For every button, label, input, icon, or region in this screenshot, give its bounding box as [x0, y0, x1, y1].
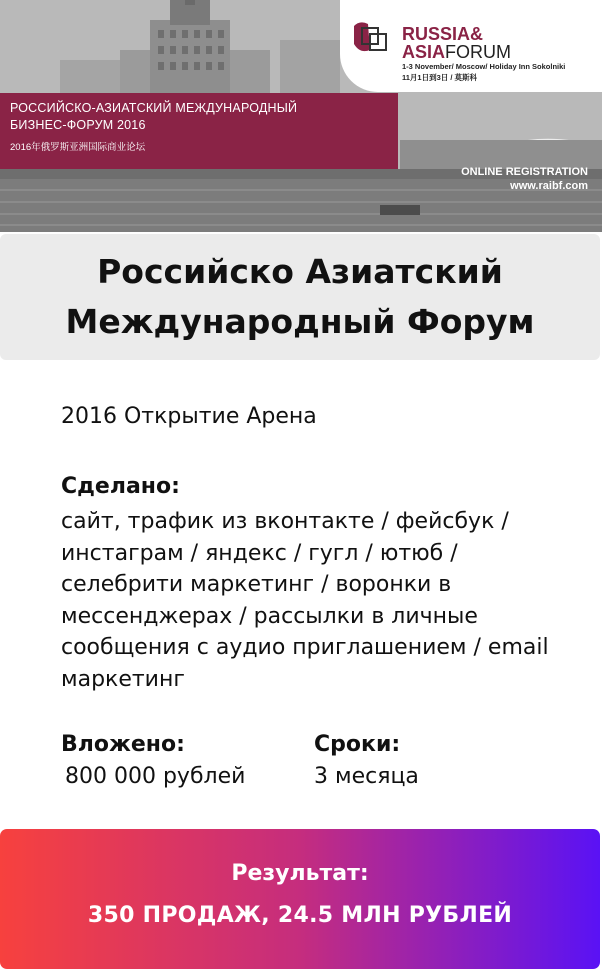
- event-banner-image: [0, 0, 602, 232]
- done-description: сайт, трафик из вконтакте / фейсбук / инстаграм / яндекс / гугл / ютюб / селебрити маркетинг / воронки в мессенджерах / рассылки в личные сообщения с аудио приглашением / email маркетинг: [61, 509, 549, 692]
- page-title-line1: Российско Азиатский: [97, 252, 503, 291]
- logo-dates-chinese: 11月1日到3日 / 莫斯科: [402, 73, 478, 82]
- page-title-line2: Международный Форум: [65, 302, 535, 341]
- logo-word-forum: FORUM: [445, 42, 512, 62]
- online-registration-url: www.raibf.com: [510, 180, 588, 192]
- banner-title-chinese: 2016年俄罗斯亚洲国际商业论坛: [10, 142, 146, 153]
- forum-logo-icon: [352, 20, 392, 56]
- result-label: Результат:: [231, 861, 369, 886]
- year-venue-text: 2016 Открытие Арена: [61, 404, 317, 429]
- banner-title-plate: [0, 93, 398, 169]
- done-label: Сделано:: [61, 474, 180, 499]
- online-registration-label: ONLINE REGISTRATION: [461, 166, 588, 178]
- banner-title-line1: РОССИЙСКО-АЗИАТСКИЙ МЕЖДУНАРОДНЫЙ: [10, 101, 298, 115]
- invested-label: Вложено:: [61, 732, 185, 757]
- logo-dates: 1-3 November/ Moscow/ Holiday Inn Sokolniki: [402, 62, 566, 71]
- logo-word-russia: RUSSIA&: [402, 24, 484, 44]
- banner-title-line2: БИЗНЕС-ФОРУМ 2016: [10, 118, 146, 132]
- page-title-card: [0, 234, 600, 360]
- result-value: 350 ПРОДАЖ, 24.5 МЛН РУБЛЕЙ: [87, 903, 513, 928]
- term-label: Сроки:: [314, 732, 401, 757]
- result-card: [0, 829, 600, 969]
- logo-word-asia-forum: [402, 42, 511, 63]
- term-value: 3 месяца: [314, 764, 419, 789]
- logo-word-asia: ASIA: [402, 42, 446, 62]
- invested-value: 800 000 рублей: [65, 764, 246, 789]
